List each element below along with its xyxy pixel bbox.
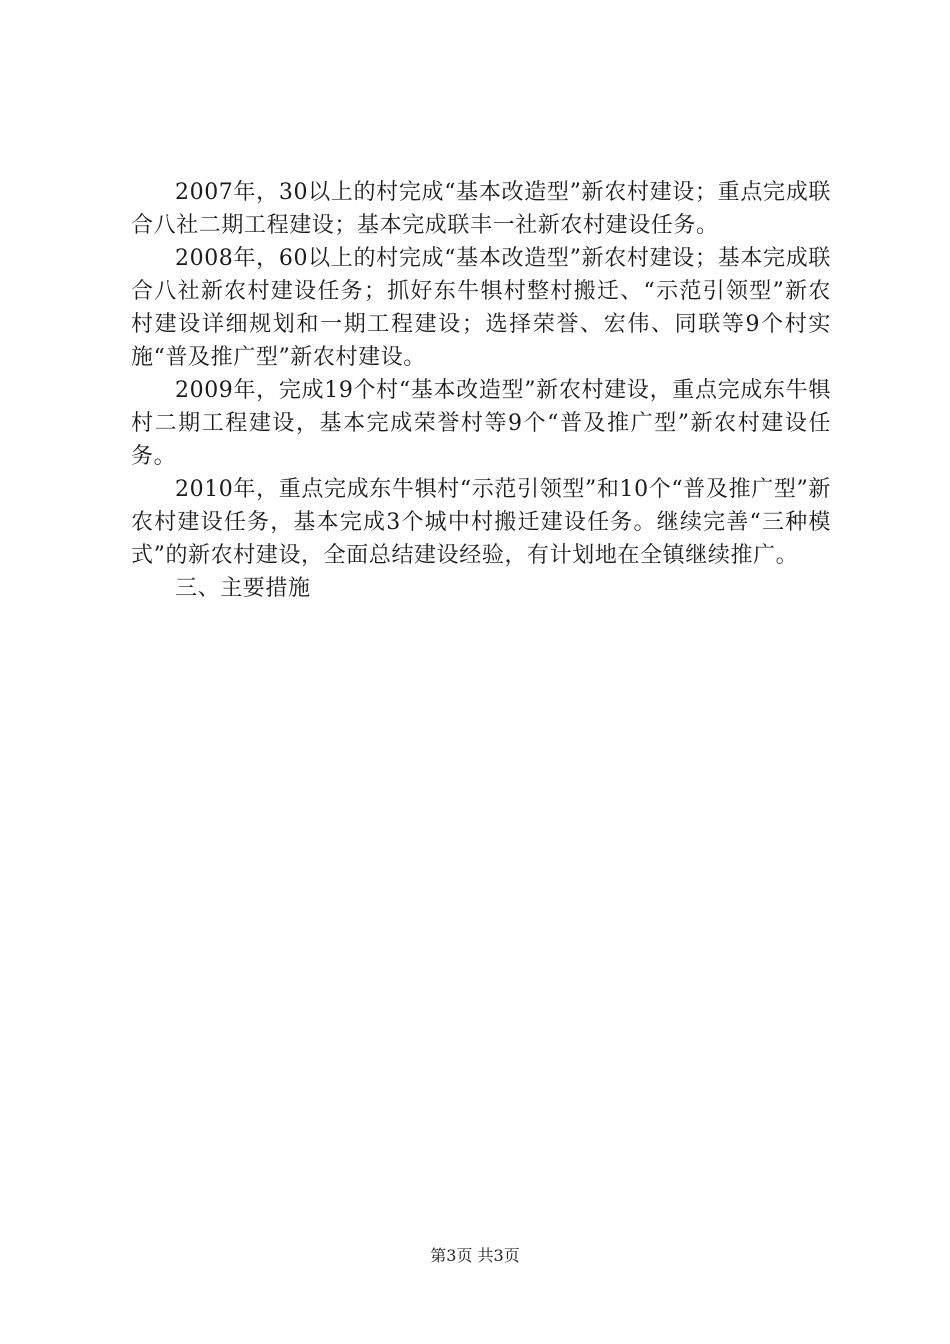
paragraph-2007: 2007年，30以上的村完成“基本改造型”新农村建设；重点完成联合八社二期工程建设；基本完成联丰一社新农村建设任务。 [131, 180, 831, 238]
document-body [131, 176, 831, 605]
paragraph-2008: 2008年，60以上的村完成“基本改造型”新农村建设；基本完成联合八社新农村建设任务；抓好东牛犋村整村搬迁、“示范引领型”新农村建设详细规划和一期工程建设；选择荣誉、宏伟、同联等9个村实施“普及推广型”新农村建设。 [131, 246, 831, 370]
page-number-label: 第3页 共3页 [430, 1246, 520, 1265]
page-footer [0, 1243, 950, 1266]
paragraph-2010: 2010年，重点完成东牛犋村“示范引领型”和10个“普及推广型”新农村建设任务，基本完成3个城中村搬迁建设任务。继续完善“三种模式”的新农村建设，全面总结建设经验，有计划地在全镇继续推广。 [131, 477, 831, 568]
paragraph-2009: 2009年，完成19个村“基本改造型”新农村建设，重点完成东牛犋村二期工程建设，基本完成荣誉村等9个“普及推广型”新农村建设任务。 [131, 378, 831, 469]
section-heading-main-measures: 三、主要措施 [175, 576, 311, 601]
